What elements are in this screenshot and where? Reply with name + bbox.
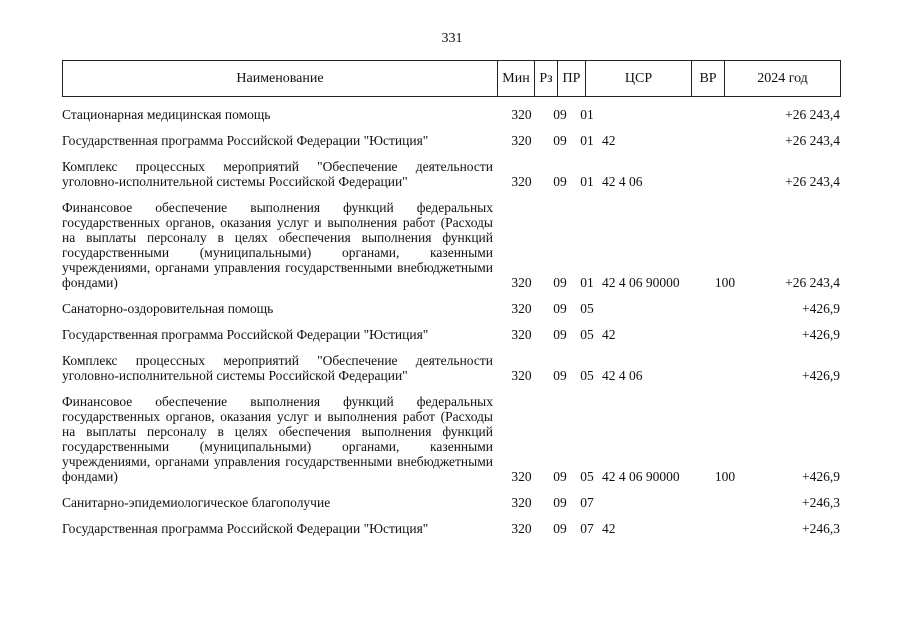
column-header-pr: ПР — [558, 61, 586, 97]
row-name: Государственная программа Российской Федерации "Юстиция" — [62, 521, 429, 536]
row-amount: +246,3 — [802, 521, 840, 536]
row-name: Комплекс процессных мероприятий "Обеспечение деятельности уголовно-исполнительной системы Российской Федерации" — [62, 159, 493, 189]
table-row — [62, 327, 840, 342]
row-min: 320 — [511, 469, 532, 484]
row-rz: 09 — [553, 521, 567, 536]
table-row — [62, 107, 840, 122]
row-amount: +26 243,4 — [785, 174, 840, 189]
row-pr: 07 — [580, 495, 594, 510]
row-csr: 42 4 06 90000 — [602, 275, 680, 290]
row-pr: 05 — [580, 469, 594, 484]
table-row — [62, 521, 840, 536]
column-header-amount: 2024 год — [725, 61, 841, 97]
table-row — [62, 200, 840, 290]
row-name: Санитарно-эпидемиологическое благополучие — [62, 495, 331, 510]
row-amount: +426,9 — [802, 368, 840, 383]
column-header-vr: ВР — [692, 61, 725, 97]
row-name: Государственная программа Российской Федерации "Юстиция" — [62, 327, 429, 342]
row-name: Комплекс процессных мероприятий "Обеспечение деятельности уголовно-исполнительной системы Российской Федерации" — [62, 353, 493, 383]
table-row — [62, 159, 840, 189]
row-amount: +26 243,4 — [785, 275, 840, 290]
row-amount: +26 243,4 — [785, 107, 840, 122]
row-csr: 42 — [602, 327, 616, 342]
row-csr: 42 — [602, 133, 616, 148]
row-vr: 100 — [714, 469, 736, 484]
row-min: 320 — [511, 495, 532, 510]
row-min: 320 — [511, 301, 532, 316]
row-pr: 05 — [580, 327, 594, 342]
row-amount: +26 243,4 — [785, 133, 840, 148]
row-csr: 42 4 06 — [602, 368, 643, 383]
page-number: 331 — [441, 31, 463, 46]
table-row — [62, 394, 840, 484]
table-body — [62, 107, 840, 547]
row-name: Финансовое обеспечение выполнения функций федеральных государственных органов, оказания услуг и выполнения работ (Расходы на выплаты персоналу в целях обеспечения выполнения функций государственными (муниципальными) органами, казенными учреждениями, органами управления государственными внебюджетными фондами) — [62, 200, 493, 290]
row-min: 320 — [511, 174, 532, 189]
table-row — [62, 495, 840, 510]
row-vr: 100 — [714, 275, 736, 290]
row-min: 320 — [511, 107, 532, 122]
row-pr: 07 — [580, 521, 594, 536]
row-csr: 42 — [602, 521, 616, 536]
row-pr: 01 — [580, 275, 594, 290]
row-rz: 09 — [553, 133, 567, 148]
column-header-min: Мин — [498, 61, 535, 97]
row-min: 320 — [511, 327, 532, 342]
row-rz: 09 — [553, 301, 567, 316]
table-row — [62, 133, 840, 148]
row-csr: 42 4 06 90000 — [602, 469, 680, 484]
row-min: 320 — [511, 521, 532, 536]
row-amount: +426,9 — [802, 327, 840, 342]
row-rz: 09 — [553, 495, 567, 510]
row-rz: 09 — [553, 469, 567, 484]
row-amount: +426,9 — [802, 469, 840, 484]
row-pr: 05 — [580, 301, 594, 316]
row-rz: 09 — [553, 275, 567, 290]
table-header — [62, 60, 841, 97]
row-amount: +246,3 — [802, 495, 840, 510]
row-amount: +426,9 — [802, 301, 840, 316]
row-rz: 09 — [553, 368, 567, 383]
row-name: Санаторно-оздоровительная помощь — [62, 301, 274, 316]
row-name: Стационарная медицинская помощь — [62, 107, 271, 122]
row-pr: 05 — [580, 368, 594, 383]
row-pr: 01 — [580, 133, 594, 148]
table-row — [62, 301, 840, 316]
row-min: 320 — [511, 133, 532, 148]
column-header-name: Наименование — [63, 61, 498, 97]
row-rz: 09 — [553, 174, 567, 189]
row-rz: 09 — [553, 107, 567, 122]
row-name: Государственная программа Российской Федерации "Юстиция" — [62, 133, 429, 148]
row-csr: 42 4 06 — [602, 174, 643, 189]
row-min: 320 — [511, 275, 532, 290]
table-row — [62, 353, 840, 383]
row-name: Финансовое обеспечение выполнения функций федеральных государственных органов, оказания услуг и выполнения работ (Расходы на выплаты персоналу в целях обеспечения выполнения функций государственными (муниципальными) органами, казенными учреждениями, органами управления государственными внебюджетными фондами) — [62, 394, 493, 484]
row-min: 320 — [511, 368, 532, 383]
row-pr: 01 — [580, 107, 594, 122]
row-pr: 01 — [580, 174, 594, 189]
column-header-csr: ЦСР — [586, 61, 692, 97]
column-header-rz: Рз — [535, 61, 558, 97]
row-rz: 09 — [553, 327, 567, 342]
